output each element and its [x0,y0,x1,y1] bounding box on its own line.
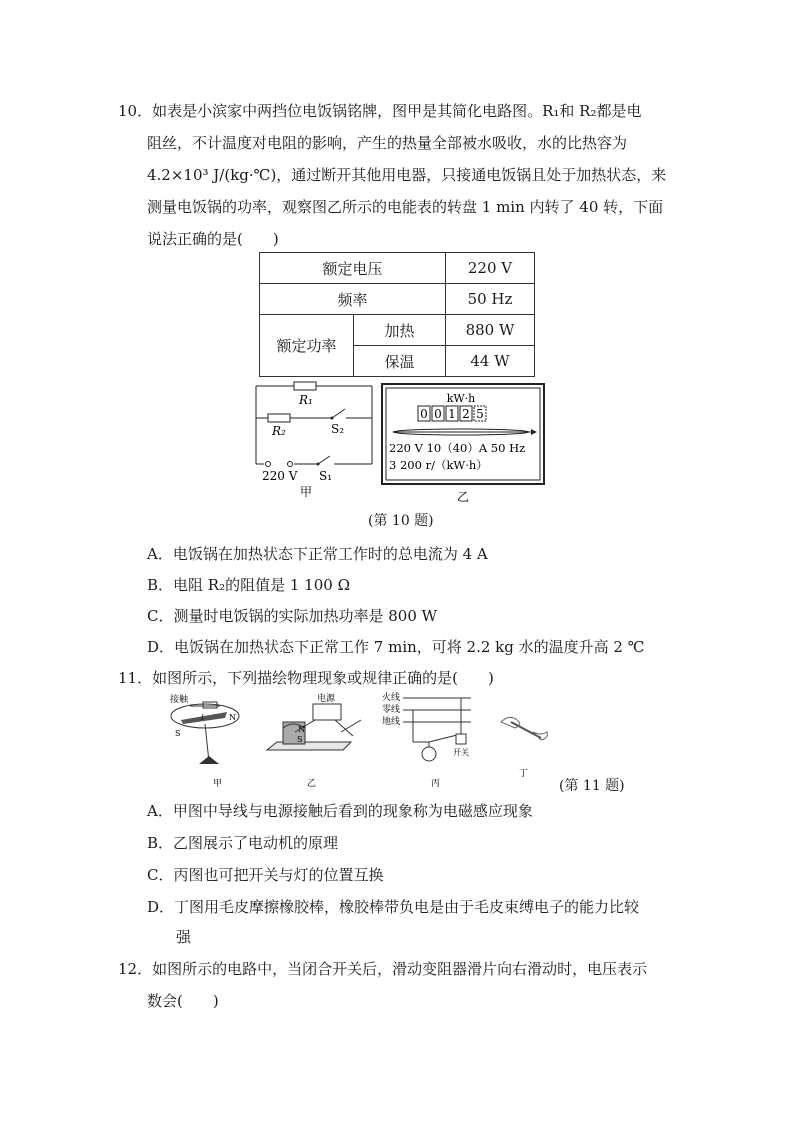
q11-option-d-continued: 强 [176,928,192,946]
label-ground: 地线 [382,717,401,727]
circuit-diagram-jia [250,378,380,503]
q10-line-1: 10．如表是小滨家中两挡位电饭锅铭牌，图甲是其简化电路图。R₁和 R₂都是电 [118,102,642,120]
keep-warm-label: 保温 [354,346,446,377]
meter-unit: kW·h [446,392,476,405]
rated-voltage-value: 220 V [446,253,535,284]
frequency-value: 50 Hz [446,284,535,315]
q11-figure-caption: (第 11 题) [559,778,625,794]
q10-option-d: D．电饭锅在加热状态下正常工作 7 min，可将 2.2 kg 水的温度升高 2 ℃ [147,638,645,656]
meter-spec-1: 220 V 10（40）A 50 Hz [389,441,526,455]
q10-line-2: 阻丝，不计温度对电阻的影响，产生的热量全部被水吸收，水的比热容为 [147,134,628,152]
q10-figure-caption: (第 10 题) [368,513,434,529]
svg-text:S: S [297,735,303,744]
figure-ding-rubbing [501,717,547,779]
figure-bing-wiring [382,692,471,789]
heating-power-value: 880 W [446,315,535,346]
q10-option-c: C．测量时电饭锅的实际加热功率是 800 W [147,607,438,625]
q12-line-1: 12．如图所示的电路中，当闭合开关后，滑动变阻器滑片向右滑动时，电压表示 [118,960,648,978]
label-contact: 接触 [170,695,189,705]
svg-text:I: I [201,714,204,722]
label-neutral: 零线 [382,705,401,715]
label-live: 火线 [382,693,401,703]
figure-yi-setup [267,692,361,789]
meter-digit-5: 5 [476,407,484,421]
label-s2: S₂ [331,422,345,436]
label-220v: 220 V [262,469,298,483]
meter-digit-2: 0 [434,407,442,421]
label-s1: S₁ [319,469,333,483]
label-switch: 开关 [453,748,469,757]
q11-stem: 11．如图所示，下列描绘物理现象或规律正确的是( ) [118,669,494,687]
svg-text:S: S [175,729,181,738]
caption-jia: 甲 [300,485,313,499]
q10-line-3: 4.2×10³ J/(kg·℃)，通过断开其他用电器，只接通电饭锅且处于加热状态，来 [147,166,667,184]
rated-power-label: 额定功率 [260,315,354,377]
q11-figures [165,692,565,790]
caption-yi: 乙 [457,490,470,504]
q12-line-2: 数会( ) [147,992,219,1010]
figure-jia-oersted [170,693,239,789]
q10-option-b: B．电阻 R₂的阻值是 1 100 Ω [147,576,351,594]
frequency-label: 频率 [260,284,446,315]
label-r2: R₂ [272,424,286,438]
q10-option-a: A．电饭锅在加热状态下正常工作时的总电流为 4 A [147,545,488,563]
q10-line-5: 说法正确的是( ) [147,230,279,248]
energy-meter-yi [381,383,546,505]
meter-digit-1: 0 [420,407,428,421]
q11-option-d: D．丁图用毛皮摩擦橡胶棒，橡胶棒带负电是由于毛皮束缚电子的能力比较 [147,898,640,916]
keep-warm-power-value: 44 W [446,346,535,377]
label-r1: R₁ [299,393,313,407]
label-ding: 丁 [519,769,529,779]
label-bing: 丙 [431,779,441,789]
q11-option-a: A．甲图中导线与电源接触后看到的现象称为电磁感应现象 [147,802,533,820]
q11-option-c: C．丙图也可把开关与灯的位置互换 [147,866,384,884]
svg-text:N: N [298,725,305,734]
q10-line-4: 测量电饭锅的功率，观察图乙所示的电能表的转盘 1 min 内转了 40 转，下面 [147,198,664,216]
meter-digit-4: 2 [462,407,470,421]
meter-digit-3: 1 [448,407,456,421]
label-yi: 乙 [307,779,317,789]
meter-spec-2: 3 200 r/（kW·h） [389,458,488,472]
svg-text:N: N [229,713,236,722]
rated-voltage-label: 额定电压 [260,253,446,284]
label-jia: 甲 [213,779,223,789]
nameplate-table [259,252,535,377]
heating-label: 加热 [354,315,446,346]
q11-option-b: B．乙图展示了电动机的原理 [147,834,339,852]
label-power: 电源 [317,694,336,704]
